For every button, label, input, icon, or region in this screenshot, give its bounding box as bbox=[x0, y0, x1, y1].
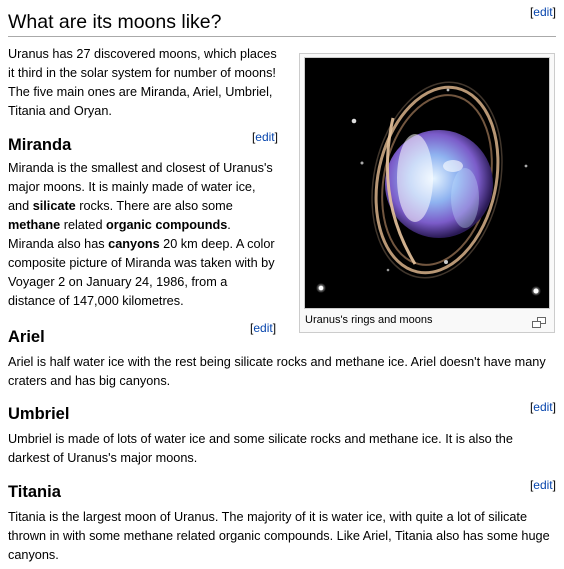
miranda-edit-link[interactable]: edit bbox=[255, 130, 275, 144]
miranda-heading: Miranda bbox=[8, 136, 72, 154]
titania-edit-link[interactable]: edit bbox=[533, 478, 553, 492]
figure-thumbnail bbox=[299, 53, 555, 333]
ariel-section bbox=[8, 321, 556, 391]
ariel-heading: Ariel bbox=[8, 328, 45, 346]
miranda-paragraph: Miranda is the smallest and closest of Uranus's major moons. It is mainly made of water ice, and silicate rocks. There are also some methane related organic compounds. Miranda also has canyons 20 km deep. A color composite picture of Miranda was taken with by Voyager 2 on January 24, 1986, from a distance of 147,000 kilometres. bbox=[8, 161, 275, 308]
miranda-edit: [edit] bbox=[251, 130, 278, 144]
miranda-section bbox=[8, 128, 278, 311]
section-title: What are its moons like? bbox=[8, 0, 556, 37]
titania-paragraph: Titania is the largest moon of Uranus. The majority of it is water ice, with quite a lot of silicate thrown in with some methane related organic compounds. Like Ariel, Titania also has some huge canyons. bbox=[8, 510, 550, 562]
ariel-edit-link[interactable]: edit bbox=[253, 321, 273, 335]
titania-section bbox=[8, 476, 556, 565]
section-header bbox=[8, 0, 556, 37]
umbriel-paragraph: Umbriel is made of lots of water ice and some silicate rocks and methane ice. It is also the darkest of Uranus's major moons. bbox=[8, 432, 513, 465]
umbriel-section bbox=[8, 398, 556, 468]
section-edit-link[interactable]: edit bbox=[533, 5, 553, 19]
ariel-paragraph: Ariel is half water ice with the rest being silicate rocks and methane ice. Ariel doesn't have many craters and has big canyons. bbox=[8, 355, 546, 388]
ariel-edit: [edit] bbox=[250, 321, 277, 335]
uranus-image[interactable] bbox=[304, 57, 550, 309]
umbriel-edit: [edit] bbox=[529, 400, 556, 414]
titania-heading: Titania bbox=[8, 483, 61, 501]
section-edit: [edit] bbox=[529, 5, 556, 19]
titania-edit: [edit] bbox=[529, 478, 556, 492]
figure-caption: Uranus's rings and moons bbox=[305, 314, 433, 326]
umbriel-heading: Umbriel bbox=[8, 405, 70, 423]
intro-paragraph: Uranus has 27 discovered moons, which places it third in the solar system for number of moons! The five main ones are Miranda, Ariel, Umbriel, Titania and Oryan. bbox=[8, 47, 277, 118]
umbriel-edit-link[interactable]: edit bbox=[533, 400, 553, 414]
